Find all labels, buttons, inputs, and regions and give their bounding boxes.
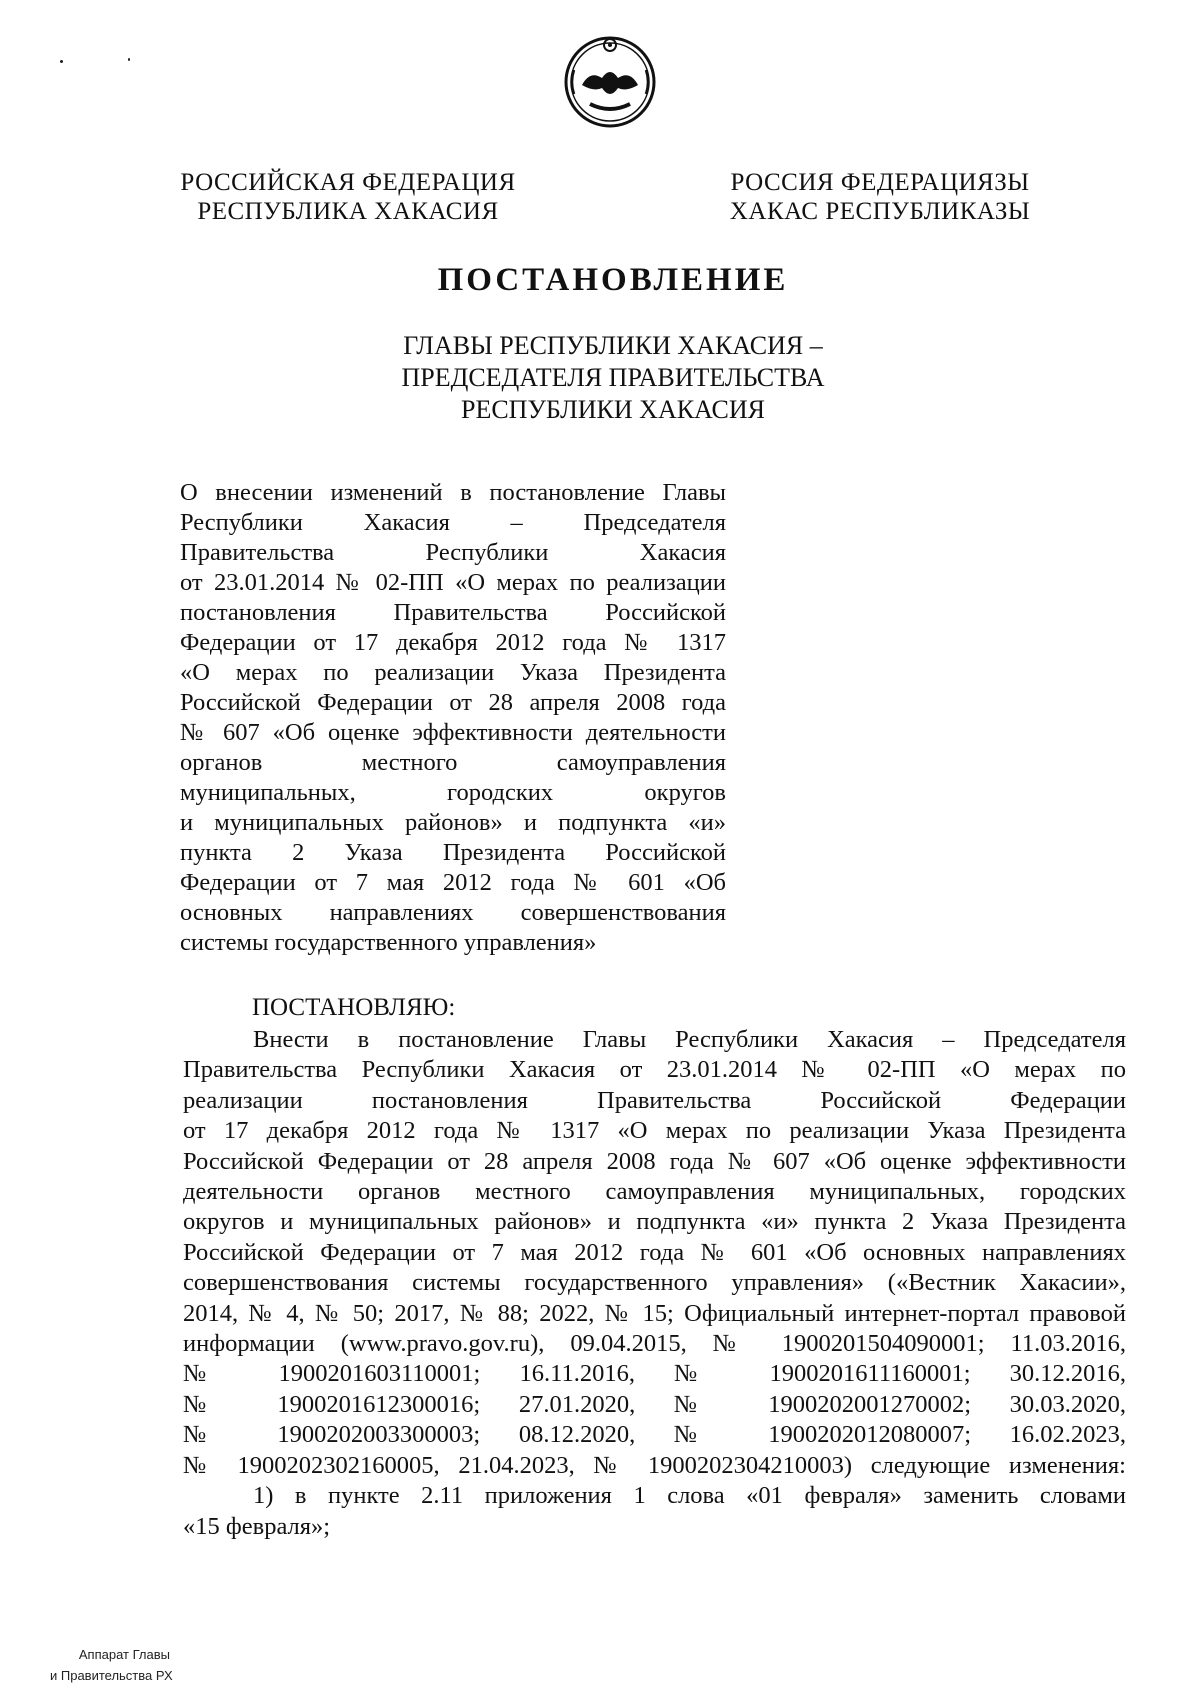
body-line: № 1900201603110001; 16.11.2016, № 1900201611160001; 30.12.2016, xyxy=(183,1360,1126,1388)
body-line: № 1900201612300016; 27.01.2020, № 1900202001270002; 30.03.2020, xyxy=(183,1390,1126,1418)
body-line: информации (www.pravo.gov.ru), 09.04.2015, № 1900201504090001; 11.03.2016, xyxy=(183,1330,1126,1358)
issuer-line: ГЛАВЫ РЕСПУБЛИКИ ХАКАСИЯ – xyxy=(403,331,823,360)
body-line: 1) в пункте 2.11 приложения 1 слова «01 февраля» заменить словами xyxy=(253,1482,1126,1510)
body-line: «15 февраля»; xyxy=(183,1512,331,1540)
subject-line: Федерации от 17 декабря 2012 года № 1317 xyxy=(180,629,726,656)
subject-line: Правительства Республики Хакасия xyxy=(180,539,726,566)
issuer-block xyxy=(0,330,1200,426)
subject-line: основных направлениях совершенствования xyxy=(180,899,726,926)
subject-line: Федерации от 7 мая 2012 года № 601 «Об xyxy=(180,869,726,896)
body-line: Российской Федерации от 7 мая 2012 года № 601 «Об основных направлениях xyxy=(183,1238,1126,1266)
body-text xyxy=(183,1025,1126,1542)
body-line: 2014, № 4, № 50; 2017, № 88; 2022, № 15; Официальный интернет-портал правовой xyxy=(183,1299,1126,1327)
body-line: округов и муниципальных районов» и подпункта «и» пункта 2 Указа Президента xyxy=(183,1208,1126,1236)
body-line: деятельности органов местного самоуправления муниципальных, городских xyxy=(183,1178,1126,1206)
subject-line: постановления Правительства Российской xyxy=(180,599,726,626)
subject-line: муниципальных, городских округов xyxy=(180,779,726,806)
body-line: № 1900202003300003; 08.12.2020, № 1900202012080007; 16.02.2023, xyxy=(183,1421,1126,1449)
body-line: от 17 декабря 2012 года № 1317 «О мерах по реализации Указа Президента xyxy=(183,1117,1126,1145)
coat-of-arms-icon xyxy=(560,30,660,130)
office-stamp xyxy=(50,1644,173,1686)
body-line: Правительства Республики Хакасия от 23.01.2014 № 02-ПП «О мерах по xyxy=(183,1056,1126,1084)
stamp-line: Аппарат Главы xyxy=(78,1647,170,1662)
header-republic: РЕСПУБЛИКА ХАКАСИЯ xyxy=(197,198,499,225)
body-line: № 1900202302160005, 21.04.2023, № 1900202304210003) следующие изменения: xyxy=(183,1451,1126,1479)
body-line: Российской Федерации от 28 апреля 2008 года № 607 «Об оценке эффективности xyxy=(183,1147,1126,1175)
stamp-line: и Правительства РХ xyxy=(50,1668,173,1683)
subject-line: системы государственного управления» xyxy=(180,929,597,956)
header-russian xyxy=(178,168,518,226)
subject-line: Российской Федерации от 28 апреля 2008 года xyxy=(180,689,726,716)
body-line: реализации постановления Правительства Российской Федерации xyxy=(183,1086,1126,1114)
header-country-khakas: РОССИЯ ФЕДЕРАЦИЯЗЫ xyxy=(730,169,1030,196)
subject-line: от 23.01.2014 № 02-ПП «О мерах по реализации xyxy=(180,569,726,596)
subject-line: и муниципальных районов» и подпункта «и» xyxy=(180,809,726,836)
subject-line: № 607 «Об оценке эффективности деятельности xyxy=(180,719,726,746)
subject-line: Республики Хакасия – Председателя xyxy=(180,509,726,536)
scan-speck xyxy=(60,60,63,63)
subject-line: О внесении изменений в постановление Главы xyxy=(180,479,726,506)
subject-line: пункта 2 Указа Президента Российской xyxy=(180,839,726,866)
body-line: Внести в постановление Главы Республики Хакасия – Председателя xyxy=(253,1026,1126,1053)
issuer-line: РЕСПУБЛИКИ ХАКАСИЯ xyxy=(460,395,765,424)
header-khakas xyxy=(720,168,1040,226)
scan-speck xyxy=(128,58,130,61)
header-country: РОССИЙСКАЯ ФЕДЕРАЦИЯ xyxy=(180,169,516,196)
subject-line: органов местного самоуправления xyxy=(180,749,726,776)
subject-line: «О мерах по реализации Указа Президента xyxy=(180,659,726,686)
subject-block xyxy=(180,478,726,958)
document-type-title: ПОСТАНОВЛЕНИЕ xyxy=(437,262,789,298)
issuer-line: ПРЕДСЕДАТЕЛЯ ПРАВИТЕЛЬСТВА xyxy=(401,363,825,392)
decree-word: ПОСТАНОВЛЯЮ: xyxy=(252,994,456,1021)
header-republic-khakas: ХАКАС РЕСПУБЛИКАЗЫ xyxy=(729,198,1031,225)
body-line: совершенствования системы государственного управления» («Вестник Хакасии», xyxy=(183,1269,1126,1297)
